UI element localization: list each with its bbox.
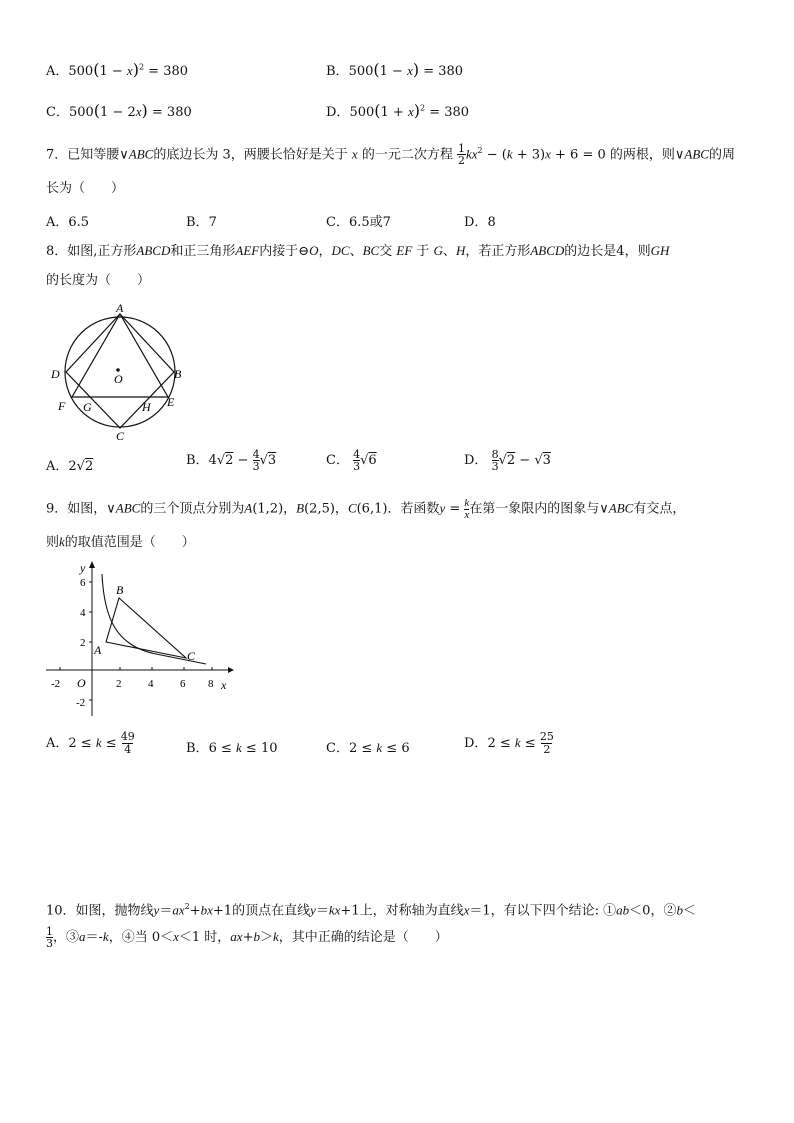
q9-option-a: A．2 ≤ k ≤ 49 4 (46, 730, 135, 756)
y-tick-neg2: -2 (76, 697, 86, 709)
q8-stem-line2: 的长度为（ ） (46, 273, 151, 288)
q8-option-a: A．2√2 (46, 459, 94, 474)
point-c-label: C (187, 649, 196, 663)
q8-option-b: B．4√2 − 4 3√3 (186, 448, 277, 473)
x-tick-6: 6 (180, 678, 186, 690)
q7-option-c: C．6.5或7 (326, 215, 391, 230)
q7-stem-line1: 7．已知等腰∨ABC的底边长为 3，两腰长恰好是关于 x 的一元二次方程 1 $2kx^2 - (k + 3)x + 6 = 0$ 的两根，则∨ABC的周 (46, 142, 735, 168)
label-d: D (51, 367, 60, 381)
q9-graph (46, 558, 236, 718)
label-a: A (116, 301, 124, 315)
q8-option-d: D． 8 3√2 − √3 (464, 448, 551, 473)
triangle-abc (106, 598, 186, 658)
point-a-label: A (94, 643, 102, 657)
q9-option-d: D．2 ≤ k ≤ 25 2 (464, 730, 554, 756)
q9-stem-line2: 则k的取值范围是（ ） (46, 534, 195, 550)
origin-label: O (77, 676, 86, 690)
q9-option-b: B．6 ≤ k ≤ 10 (186, 740, 278, 756)
y-tick-2: 2 (80, 637, 86, 649)
x-tick-2: 2 (116, 678, 122, 690)
q7-option-a: A．6.5 (46, 215, 90, 230)
q7-option-b: B．7 (186, 215, 217, 230)
y-tick-6: 6 (80, 577, 86, 589)
x-tick-8: 8 (208, 678, 214, 690)
q8-figure (46, 300, 186, 444)
label-g: G (83, 400, 92, 414)
q6-option-d: D．$500(1 + x)^2 = 380$ (326, 101, 470, 120)
q9-stem-line1: 9．如图，∨ABC的三个顶点分别为A(1,2)，B(2,5)，C(6,1)．若函数$y = \frac{k}{x}$在第一象限内的图象与∨ABC有交点， (46, 497, 686, 521)
point-b-label: B (116, 583, 124, 597)
q6-option-a: A．$500(1 - x)^2 = 380$ (46, 60, 189, 79)
x-tick-neg2: -2 (51, 678, 61, 690)
y-tick-4: 4 (80, 607, 86, 619)
q6-option-b: B．500(1 − x) = 380 (326, 60, 464, 79)
q7-option-d: D．8 (464, 215, 496, 230)
q7-stem-line2: 长为（ ） (46, 181, 125, 196)
label-f: F (58, 399, 66, 413)
label-o: O (114, 372, 123, 386)
q10-stem-line2: 1 3，③a＝-k，④当 0＜x＜1 时，ax+b＞k，其中正确的结论是（ ） (46, 925, 448, 950)
label-b: B (174, 367, 182, 381)
x-axis-label: x (221, 678, 227, 692)
label-e: E (167, 395, 175, 409)
q8-option-c: C． 4 3√6 (326, 448, 377, 473)
q8-stem-line1: 8．如图,正方形ABCD和正三角形AEF内接于⊖O，DC、BC交 EF 于 G、H，若正方形ABCD的边长是4，则GH (46, 243, 670, 259)
label-h: H (142, 400, 151, 414)
x-tick-4: 4 (148, 678, 154, 690)
q6-option-c: C．500(1 − 2x) = 380 (46, 101, 192, 120)
label-c: C (116, 429, 125, 443)
y-axis-label: y (80, 561, 86, 575)
q9-option-c: C．2 ≤ k ≤ 6 (326, 740, 410, 756)
q10-stem-line1: 10．如图，抛物线$y=ax^2+bx+1$的顶点在直线y＝kx+1上，对称轴为直线x＝1，有以下四个结论: ①ab＜0，②b＜ (46, 902, 696, 919)
